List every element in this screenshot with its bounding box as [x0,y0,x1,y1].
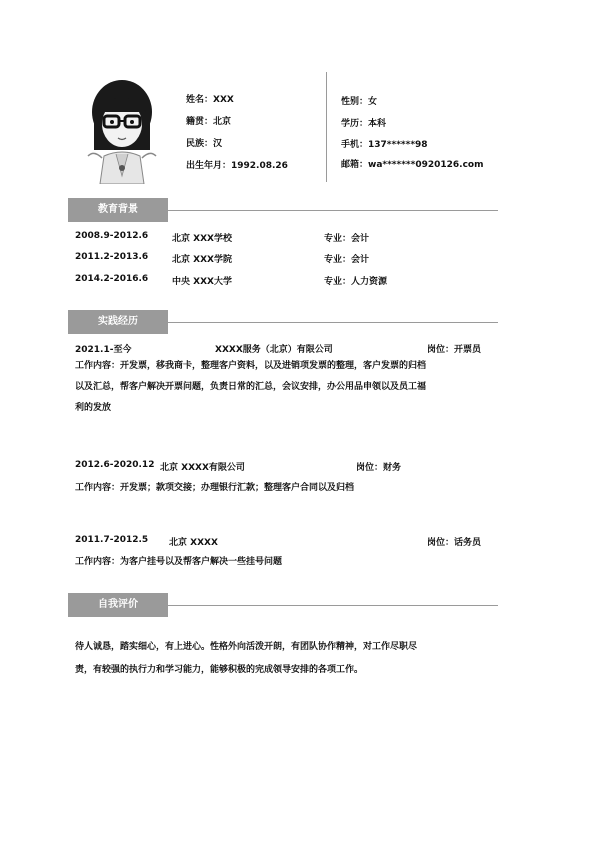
section-experience-header [68,310,498,334]
edu-school: 中央 XXX大学 [172,277,232,287]
edu-major: 专业：会计 [324,234,370,244]
section-education-title: 教育背景 [68,198,168,222]
job-duties [75,478,505,499]
job-company: 北京 XXXX [169,538,218,548]
job-period: 2021.1-至今 [75,345,132,355]
edu-period: 2014.2-2016.6 [75,274,149,284]
job-period: 2012.6-2020.12 [75,460,155,470]
job-position: 岗位：开票员 [427,345,482,355]
profile-ethnicity: 民族：汉 [186,139,223,149]
job-duty-line: 工作内容：为客户挂号以及帮客户解决一些挂号问题 [75,557,283,567]
edu-period: 2011.2-2013.6 [75,252,149,262]
self-eval-line: 待人诚恳，踏实细心，有上进心。性格外向活泼开朗，有团队协作精神，对工作尽职尽 [75,642,418,652]
job-company: XXXX服务（北京）有限公司 [215,345,333,355]
section-experience-title: 实践经历 [68,310,168,334]
section-self-eval-title: 自我评价 [68,593,168,617]
section-divider [168,322,498,323]
job-company: 北京 XXXX有限公司 [160,463,245,473]
profile-native-place: 籍贯：北京 [186,117,232,127]
edu-major: 专业：人力资源 [324,277,388,287]
section-education-header [68,198,498,222]
profile-phone: 手机：137******98 [341,140,428,150]
job-duty-line: 以及汇总，帮客户解决开票问题，负责日常的汇总，会议安排，办公用品申领以及员工福 [75,382,427,392]
job-duty-line: 工作内容：开发票，移我商卡，整理客户资料，以及进销项发票的整理，客户发票的归档 [75,361,427,371]
profile-birth: 出生年月：1992.08.26 [186,161,288,171]
profile-name: 姓名：XXX [186,95,234,105]
section-divider [168,210,498,211]
profile-divider [326,72,327,182]
job-duties [75,552,505,573]
job-position: 岗位：话务员 [427,538,482,548]
job-position: 岗位：财务 [356,463,402,473]
section-divider [168,605,498,606]
avatar [80,72,162,184]
edu-period: 2008.9-2012.6 [75,231,149,241]
profile-email: 邮箱：wa*******0920126.com [341,160,484,170]
profile-gender: 性别：女 [341,97,378,107]
edu-school: 北京 XXX学校 [172,234,232,244]
edu-major: 专业：会计 [324,255,370,265]
section-self-eval-header [68,593,498,617]
self-eval-line: 责，有较强的执行力和学习能力，能够积极的完成领导安排的各项工作。 [75,665,364,675]
job-duty-line: 利的发放 [75,403,112,413]
profile-education: 学历：本科 [341,119,387,129]
job-duty-line: 工作内容：开发票；款项交接；办理银行汇款；整理客户合同以及归档 [75,483,355,493]
self-eval-text [75,636,505,682]
job-duties [75,356,505,419]
job-period: 2011.7-2012.5 [75,535,149,545]
edu-school: 北京 XXX学院 [172,255,232,265]
avatar-illustration [80,72,162,184]
